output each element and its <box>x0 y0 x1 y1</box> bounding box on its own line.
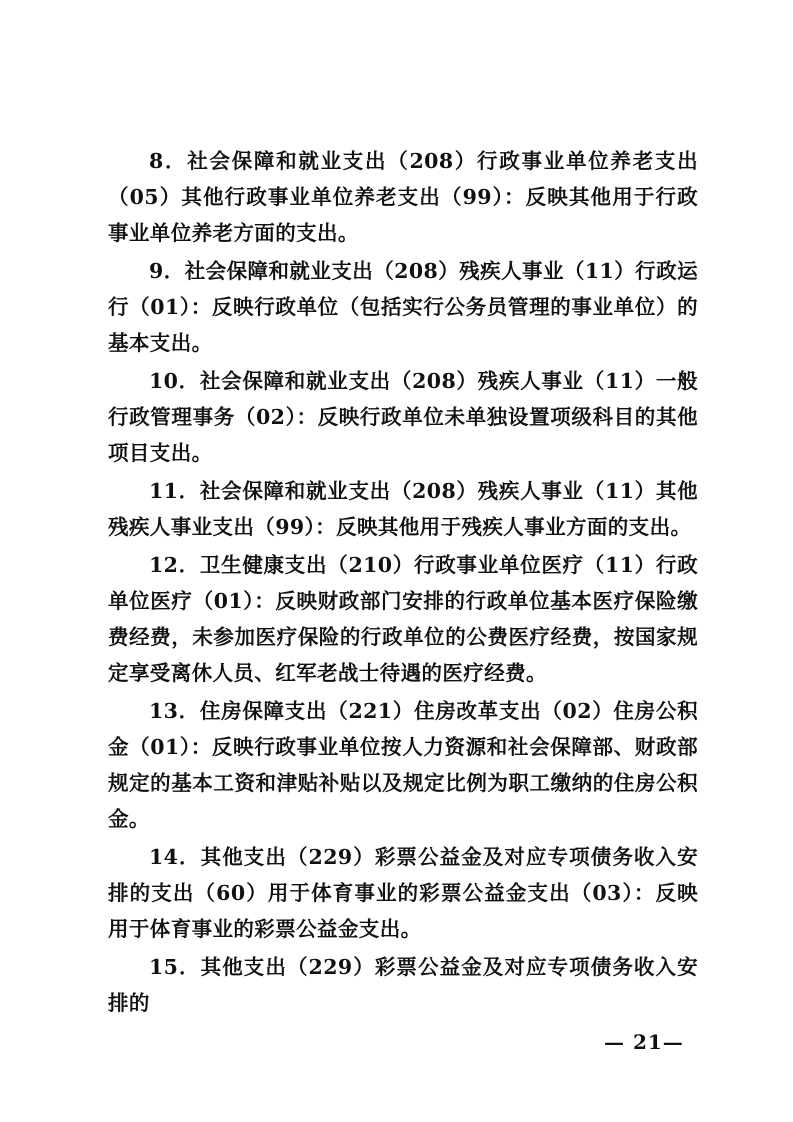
document-body <box>108 143 698 1023</box>
paragraph-item-15: 15．其他支出（229）彩票公益金及对应专项债务收入安排的 <box>108 955 698 1015</box>
paragraph-item-9: 9．社会保障和就业支出（208）残疾人事业（11）行政运行（01）：反映行政单位（包括实行公务员管理的事业单位）的基本支出。 <box>108 259 698 355</box>
paragraph-item-13: 13．住房保障支出（221）住房改革支出（02）住房公积金（01）：反映行政事业单位按人力资源和社会保障部、财政部规定的基本工资和津贴补贴以及规定比例为职工缴纳的住房公积金。 <box>108 699 698 831</box>
paragraph-item-10: 10．社会保障和就业支出（208）残疾人事业（11）一般行政管理事务（02）：反映行政单位未单独设置项级科目的其他项目支出。 <box>108 369 698 465</box>
paragraph-item-14: 14．其他支出（229）彩票公益金及对应专项债务收入安排的支出（60）用于体育事业的彩票公益金支出（03）：反映用于体育事业的彩票公益金支出。 <box>108 845 698 941</box>
paragraph-item-12: 12．卫生健康支出（210）行政事业单位医疗（11）行政单位医疗（01）：反映财政部门安排的行政单位基本医疗保险缴费经费，未参加医疗保险的行政单位的公费医疗经费，按国家规定享受离休人员、红军老战士待遇的医疗经费。 <box>108 553 698 685</box>
page-number: — 21— <box>604 1030 684 1054</box>
paragraph-item-8: 8．社会保障和就业支出（208）行政事业单位养老支出（05）其他行政事业单位养老支出（99）：反映其他用于行政事业单位养老方面的支出。 <box>108 149 698 245</box>
paragraph-item-11: 11．社会保障和就业支出（208）残疾人事业（11）其他残疾人事业支出（99）：反映其他用于残疾人事业方面的支出。 <box>108 479 698 539</box>
